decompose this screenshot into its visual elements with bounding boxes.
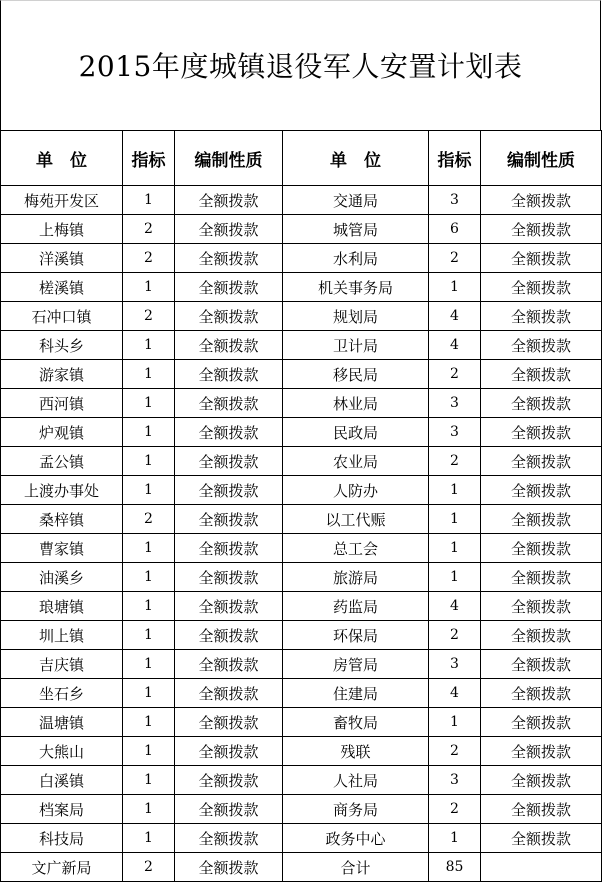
unit-left-cell[interactable]: 上渡办事处 <box>1 476 123 505</box>
unit-left-cell[interactable]: 档案局 <box>1 795 123 824</box>
type-left-cell[interactable]: 全额拨款 <box>175 244 283 273</box>
table-row <box>1 244 602 273</box>
type-left-cell[interactable]: 全额拨款 <box>175 331 283 360</box>
placement-plan-table <box>0 130 602 882</box>
unit-right-cell[interactable]: 环保局 <box>283 621 429 650</box>
unit-left-cell[interactable]: 洋溪镇 <box>1 244 123 273</box>
type-right-cell[interactable]: 全额拨款 <box>481 592 602 621</box>
page-title: 2015年度城镇退役军人安置计划表 <box>78 50 523 83</box>
unit-right-cell[interactable]: 机关事务局 <box>283 273 429 302</box>
type-right-cell[interactable]: 全额拨款 <box>481 476 602 505</box>
type-left-cell[interactable]: 全额拨款 <box>175 621 283 650</box>
unit-left-cell[interactable]: 油溪乡 <box>1 563 123 592</box>
unit-right-cell[interactable]: 商务局 <box>283 795 429 824</box>
quota-right-cell[interactable]: 4 <box>429 331 481 360</box>
type-right-cell[interactable]: 全额拨款 <box>481 418 602 447</box>
table-row <box>1 708 602 737</box>
type-left-cell[interactable]: 全额拨款 <box>175 215 283 244</box>
quota-left-cell[interactable]: 1 <box>123 389 175 418</box>
quota-left-cell[interactable]: 1 <box>123 534 175 563</box>
quota-right-cell[interactable]: 3 <box>429 650 481 679</box>
type-left-cell[interactable]: 全额拨款 <box>175 186 283 215</box>
table-row <box>1 215 602 244</box>
unit-left-cell[interactable]: 石冲口镇 <box>1 302 123 331</box>
type-left-cell[interactable]: 全额拨款 <box>175 824 283 853</box>
quota-right-cell[interactable]: 1 <box>429 563 481 592</box>
quota-right-cell[interactable]: 2 <box>429 795 481 824</box>
quota-right-cell[interactable]: 4 <box>429 302 481 331</box>
table-row <box>1 563 602 592</box>
unit-right-cell[interactable]: 药监局 <box>283 592 429 621</box>
quota-left-cell[interactable]: 1 <box>123 418 175 447</box>
quota-left-cell[interactable]: 1 <box>123 563 175 592</box>
unit-left-cell[interactable]: 梅苑开发区 <box>1 186 123 215</box>
type-right-cell[interactable]: 全额拨款 <box>481 679 602 708</box>
quota-left-cell[interactable]: 1 <box>123 679 175 708</box>
type-right-cell[interactable]: 全额拨款 <box>481 505 602 534</box>
table-row <box>1 186 602 215</box>
type-right-cell[interactable]: 全额拨款 <box>481 447 602 476</box>
table-row <box>1 447 602 476</box>
type-right-cell[interactable]: 全额拨款 <box>481 708 602 737</box>
header-row <box>1 131 602 186</box>
unit-right-cell[interactable]: 以工代赈 <box>283 505 429 534</box>
type-right-cell[interactable] <box>481 853 602 882</box>
unit-left-cell[interactable]: 孟公镇 <box>1 447 123 476</box>
quota-right-cell[interactable]: 3 <box>429 186 481 215</box>
unit-right-cell[interactable]: 人社局 <box>283 766 429 795</box>
unit-left-cell[interactable]: 圳上镇 <box>1 621 123 650</box>
quota-left-cell[interactable]: 1 <box>123 331 175 360</box>
quota-left-cell[interactable]: 2 <box>123 302 175 331</box>
table-row <box>1 389 602 418</box>
type-right-cell[interactable]: 全额拨款 <box>481 331 602 360</box>
table-row <box>1 534 602 563</box>
quota-left-cell[interactable]: 1 <box>123 708 175 737</box>
table-row <box>1 302 602 331</box>
unit-right-cell[interactable]: 人防办 <box>283 476 429 505</box>
type-left-cell[interactable]: 全额拨款 <box>175 679 283 708</box>
unit-right-cell[interactable]: 农业局 <box>283 447 429 476</box>
type-right-cell[interactable]: 全额拨款 <box>481 621 602 650</box>
type-right-cell[interactable]: 全额拨款 <box>481 186 602 215</box>
type-left-cell[interactable]: 全额拨款 <box>175 302 283 331</box>
quota-left-cell[interactable]: 1 <box>123 795 175 824</box>
unit-right-cell[interactable]: 总工会 <box>283 534 429 563</box>
quota-right-cell[interactable]: 2 <box>429 737 481 766</box>
type-left-cell[interactable]: 全额拨款 <box>175 708 283 737</box>
table-row <box>1 476 602 505</box>
unit-left-cell[interactable]: 曹家镇 <box>1 534 123 563</box>
type-right-cell[interactable]: 全额拨款 <box>481 650 602 679</box>
unit-right-cell[interactable]: 林业局 <box>283 389 429 418</box>
unit-left-cell[interactable]: 文广新局 <box>1 853 123 882</box>
type-right-cell[interactable]: 全额拨款 <box>481 737 602 766</box>
table-row <box>1 418 602 447</box>
type-left-cell[interactable]: 全额拨款 <box>175 766 283 795</box>
table-row <box>1 505 602 534</box>
table-row <box>1 273 602 302</box>
header-quota-left[interactable]: 指标 <box>123 131 175 186</box>
header-quota-right[interactable]: 指标 <box>429 131 481 186</box>
unit-right-cell[interactable]: 水利局 <box>283 244 429 273</box>
unit-right-cell[interactable]: 民政局 <box>283 418 429 447</box>
unit-left-cell[interactable]: 大熊山 <box>1 737 123 766</box>
quota-left-cell[interactable]: 2 <box>123 505 175 534</box>
table-row <box>1 853 602 882</box>
table-row <box>1 650 602 679</box>
quota-right-cell[interactable]: 1 <box>429 505 481 534</box>
unit-left-cell[interactable]: 温塘镇 <box>1 708 123 737</box>
unit-left-cell[interactable]: 科技局 <box>1 824 123 853</box>
quota-right-cell[interactable]: 3 <box>429 766 481 795</box>
quota-right-cell[interactable]: 1 <box>429 534 481 563</box>
unit-left-cell[interactable]: 桑梓镇 <box>1 505 123 534</box>
table-row <box>1 592 602 621</box>
type-right-cell[interactable]: 全额拨款 <box>481 563 602 592</box>
unit-right-cell[interactable]: 卫计局 <box>283 331 429 360</box>
quota-left-cell[interactable]: 1 <box>123 824 175 853</box>
unit-right-cell[interactable]: 移民局 <box>283 360 429 389</box>
unit-right-cell[interactable]: 合计 <box>283 853 429 882</box>
unit-right-cell[interactable]: 房管局 <box>283 650 429 679</box>
quota-right-cell[interactable]: 2 <box>429 447 481 476</box>
header-type-left[interactable]: 编制性质 <box>175 131 283 186</box>
type-left-cell[interactable]: 全额拨款 <box>175 853 283 882</box>
unit-left-cell[interactable]: 游家镇 <box>1 360 123 389</box>
quota-left-cell[interactable]: 1 <box>123 621 175 650</box>
unit-left-cell[interactable]: 西河镇 <box>1 389 123 418</box>
type-left-cell[interactable]: 全额拨款 <box>175 563 283 592</box>
quota-right-cell[interactable]: 1 <box>429 824 481 853</box>
type-right-cell[interactable]: 全额拨款 <box>481 302 602 331</box>
quota-left-cell[interactable]: 1 <box>123 766 175 795</box>
unit-right-cell[interactable]: 城管局 <box>283 215 429 244</box>
unit-left-cell[interactable]: 槎溪镇 <box>1 273 123 302</box>
table-row <box>1 331 602 360</box>
quota-left-cell[interactable]: 1 <box>123 273 175 302</box>
table-row <box>1 737 602 766</box>
unit-right-cell[interactable]: 规划局 <box>283 302 429 331</box>
unit-left-cell[interactable]: 白溪镇 <box>1 766 123 795</box>
quota-right-cell[interactable]: 3 <box>429 389 481 418</box>
unit-right-cell[interactable]: 交通局 <box>283 186 429 215</box>
quota-left-cell[interactable]: 2 <box>123 215 175 244</box>
unit-left-cell[interactable]: 坐石乡 <box>1 679 123 708</box>
type-right-cell[interactable]: 全额拨款 <box>481 215 602 244</box>
quota-right-cell[interactable]: 1 <box>429 273 481 302</box>
quota-right-cell[interactable]: 1 <box>429 476 481 505</box>
type-right-cell[interactable]: 全额拨款 <box>481 273 602 302</box>
type-right-cell[interactable]: 全额拨款 <box>481 534 602 563</box>
unit-left-cell[interactable]: 琅塘镇 <box>1 592 123 621</box>
type-left-cell[interactable]: 全额拨款 <box>175 476 283 505</box>
type-left-cell[interactable]: 全额拨款 <box>175 592 283 621</box>
type-left-cell[interactable]: 全额拨款 <box>175 505 283 534</box>
type-left-cell[interactable]: 全额拨款 <box>175 447 283 476</box>
type-left-cell[interactable]: 全额拨款 <box>175 389 283 418</box>
quota-left-cell[interactable]: 1 <box>123 650 175 679</box>
quota-right-cell[interactable]: 1 <box>429 708 481 737</box>
title-cell[interactable] <box>0 0 601 130</box>
quota-left-cell[interactable]: 2 <box>123 853 175 882</box>
quota-right-cell[interactable]: 2 <box>429 360 481 389</box>
quota-left-cell[interactable]: 1 <box>123 186 175 215</box>
table-row <box>1 679 602 708</box>
quota-right-cell[interactable]: 3 <box>429 418 481 447</box>
header-type-right[interactable]: 编制性质 <box>481 131 602 186</box>
type-left-cell[interactable]: 全额拨款 <box>175 534 283 563</box>
quota-right-cell[interactable]: 2 <box>429 244 481 273</box>
unit-right-cell[interactable]: 残联 <box>283 737 429 766</box>
table-row <box>1 766 602 795</box>
header-unit-left[interactable]: 单 位 <box>1 131 123 186</box>
table-row <box>1 795 602 824</box>
quota-left-cell[interactable]: 1 <box>123 447 175 476</box>
quota-left-cell[interactable]: 2 <box>123 244 175 273</box>
quota-right-cell[interactable]: 2 <box>429 621 481 650</box>
type-left-cell[interactable]: 全额拨款 <box>175 360 283 389</box>
type-left-cell[interactable]: 全额拨款 <box>175 795 283 824</box>
table-row <box>1 360 602 389</box>
quota-left-cell[interactable]: 1 <box>123 592 175 621</box>
unit-left-cell[interactable]: 上梅镇 <box>1 215 123 244</box>
type-right-cell[interactable]: 全额拨款 <box>481 389 602 418</box>
header-unit-right[interactable]: 单 位 <box>283 131 429 186</box>
unit-left-cell[interactable]: 炉观镇 <box>1 418 123 447</box>
quota-right-cell[interactable]: 4 <box>429 592 481 621</box>
type-right-cell[interactable]: 全额拨款 <box>481 795 602 824</box>
type-right-cell[interactable]: 全额拨款 <box>481 766 602 795</box>
unit-left-cell[interactable]: 吉庆镇 <box>1 650 123 679</box>
quota-left-cell[interactable]: 1 <box>123 476 175 505</box>
quota-right-cell[interactable]: 85 <box>429 853 481 882</box>
type-left-cell[interactable]: 全额拨款 <box>175 737 283 766</box>
unit-right-cell[interactable]: 政务中心 <box>283 824 429 853</box>
table-row <box>1 824 602 853</box>
quota-left-cell[interactable]: 1 <box>123 360 175 389</box>
quota-right-cell[interactable]: 4 <box>429 679 481 708</box>
quota-left-cell[interactable]: 1 <box>123 737 175 766</box>
table-row <box>1 621 602 650</box>
type-right-cell[interactable]: 全额拨款 <box>481 360 602 389</box>
type-left-cell[interactable]: 全额拨款 <box>175 273 283 302</box>
unit-right-cell[interactable]: 旅游局 <box>283 563 429 592</box>
type-left-cell[interactable]: 全额拨款 <box>175 650 283 679</box>
unit-left-cell[interactable]: 科头乡 <box>1 331 123 360</box>
unit-right-cell[interactable]: 住建局 <box>283 679 429 708</box>
quota-right-cell[interactable]: 6 <box>429 215 481 244</box>
type-right-cell[interactable]: 全额拨款 <box>481 244 602 273</box>
type-left-cell[interactable]: 全额拨款 <box>175 418 283 447</box>
unit-right-cell[interactable]: 畜牧局 <box>283 708 429 737</box>
type-right-cell[interactable]: 全额拨款 <box>481 824 602 853</box>
